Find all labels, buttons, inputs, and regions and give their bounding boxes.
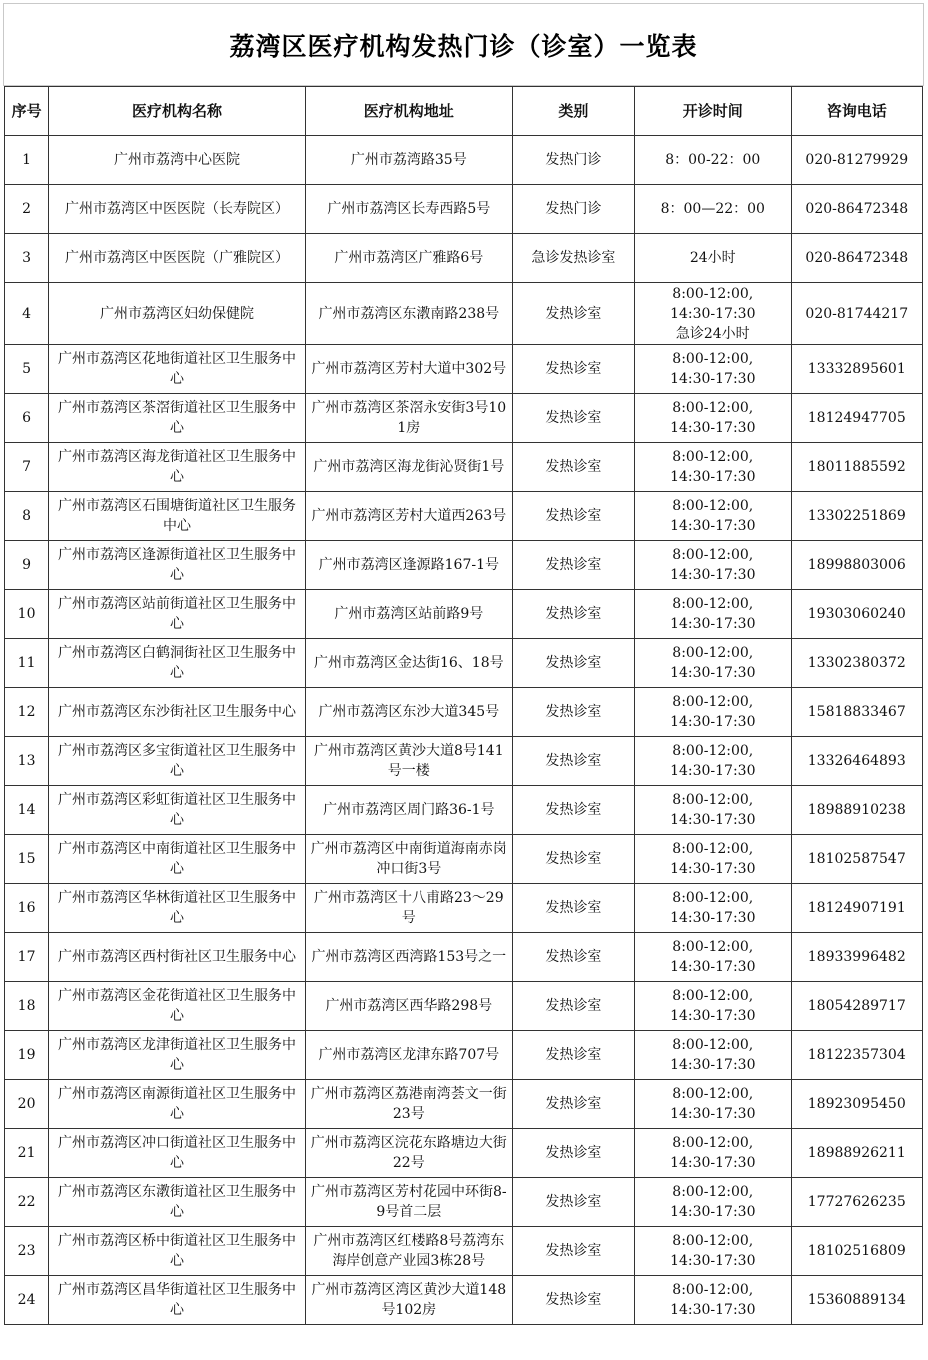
row-no: 3 — [5, 234, 49, 283]
institution-address: 广州市荔湾路35号 — [305, 136, 512, 185]
clinic-type: 发热诊室 — [512, 884, 634, 933]
header-type: 类别 — [512, 87, 634, 136]
phone-number: 18102587547 — [791, 835, 922, 884]
hours-line: 8:00-12:00, — [672, 890, 754, 906]
institution-address: 广州市荔湾区中南街道海南赤岗冲口街3号 — [305, 835, 512, 884]
clinic-type: 发热诊室 — [512, 1276, 634, 1325]
table-row — [5, 1227, 923, 1276]
clinic-type: 发热诊室 — [512, 1031, 634, 1080]
header-no: 序号 — [5, 87, 49, 136]
hours-line: 8：00-22：00 — [665, 152, 761, 168]
institution-address: 广州市荔湾区茶滘永安街3号101房 — [305, 394, 512, 443]
opening-hours — [635, 185, 792, 234]
table-row — [5, 541, 923, 590]
table-row — [5, 1080, 923, 1129]
institution-address: 广州市荔湾区龙津东路707号 — [305, 1031, 512, 1080]
table-row — [5, 283, 923, 345]
header-row — [5, 87, 923, 136]
phone-number: 18054289717 — [791, 982, 922, 1031]
header-hours: 开诊时间 — [635, 87, 792, 136]
row-no: 24 — [5, 1276, 49, 1325]
institution-address: 广州市荔湾区逢源路167-1号 — [305, 541, 512, 590]
institution-name: 广州市荔湾区站前街道社区卫生服务中心 — [49, 590, 306, 639]
institution-address: 广州市荔湾区站前路9号 — [305, 590, 512, 639]
table-row — [5, 394, 923, 443]
opening-hours — [635, 786, 792, 835]
institution-name: 广州市荔湾区龙津街道社区卫生服务中心 — [49, 1031, 306, 1080]
opening-hours — [635, 136, 792, 185]
hours-line: 14:30-17:30 — [670, 910, 756, 926]
header-name: 医疗机构名称 — [49, 87, 306, 136]
phone-number: 18102516809 — [791, 1227, 922, 1276]
row-no: 7 — [5, 443, 49, 492]
clinic-type: 发热诊室 — [512, 1227, 634, 1276]
phone-number: 18124947705 — [791, 394, 922, 443]
institution-address: 广州市荔湾区长寿西路5号 — [305, 185, 512, 234]
clinic-type: 发热诊室 — [512, 283, 634, 345]
phone-number: 13302251869 — [791, 492, 922, 541]
opening-hours — [635, 933, 792, 982]
hours-line: 24小时 — [689, 250, 736, 266]
opening-hours — [635, 590, 792, 639]
opening-hours — [635, 884, 792, 933]
hours-line: 8:00-12:00, — [672, 547, 754, 563]
clinic-type: 发热诊室 — [512, 1129, 634, 1178]
row-no: 4 — [5, 283, 49, 345]
institution-name: 广州市荔湾区中医医院（广雅院区） — [49, 234, 306, 283]
clinic-type: 发热诊室 — [512, 933, 634, 982]
hours-line: 14:30-17:30 — [670, 665, 756, 681]
clinic-type: 急诊发热诊室 — [512, 234, 634, 283]
institution-name: 广州市荔湾中心医院 — [49, 136, 306, 185]
table-row — [5, 982, 923, 1031]
hours-line: 8:00-12:00, — [672, 1086, 754, 1102]
opening-hours — [635, 394, 792, 443]
opening-hours — [635, 443, 792, 492]
institution-address: 广州市荔湾区西湾路153号之一 — [305, 933, 512, 982]
hours-line: 8:00-12:00, — [672, 743, 754, 759]
hours-line: 8:00-12:00, — [672, 694, 754, 710]
hours-line: 8:00-12:00, — [672, 645, 754, 661]
clinic-type: 发热诊室 — [512, 1080, 634, 1129]
hours-line: 14:30-17:30 — [670, 1057, 756, 1073]
phone-number: 19303060240 — [791, 590, 922, 639]
clinic-type: 发热诊室 — [512, 394, 634, 443]
opening-hours — [635, 688, 792, 737]
row-no: 17 — [5, 933, 49, 982]
hours-line: 8:00-12:00, — [672, 1037, 754, 1053]
clinic-type: 发热门诊 — [512, 185, 634, 234]
hours-line: 8:00-12:00, — [672, 939, 754, 955]
institution-name: 广州市荔湾区西村街社区卫生服务中心 — [49, 933, 306, 982]
row-no: 5 — [5, 345, 49, 394]
hours-line: 14:30-17:30 — [670, 763, 756, 779]
row-no: 9 — [5, 541, 49, 590]
opening-hours — [635, 982, 792, 1031]
institution-address: 广州市荔湾区芳村大道西263号 — [305, 492, 512, 541]
opening-hours — [635, 835, 792, 884]
institution-name: 广州市荔湾区白鹤洞街社区卫生服务中心 — [49, 639, 306, 688]
hours-line: 8:00-12:00, — [672, 285, 754, 302]
hours-line: 14:30-17:30 — [670, 1204, 756, 1220]
phone-number: 020-86472348 — [791, 234, 922, 283]
hours-line: 8:00-12:00, — [672, 596, 754, 612]
hours-line: 14:30-17:30 — [670, 1106, 756, 1122]
institution-name: 广州市荔湾区茶滘街道社区卫生服务中心 — [49, 394, 306, 443]
institution-name: 广州市荔湾区彩虹街道社区卫生服务中心 — [49, 786, 306, 835]
institution-address: 广州市荔湾区广雅路6号 — [305, 234, 512, 283]
institution-name: 广州市荔湾区妇幼保健院 — [49, 283, 306, 345]
phone-number: 18933996482 — [791, 933, 922, 982]
table-row — [5, 1178, 923, 1227]
row-no: 18 — [5, 982, 49, 1031]
row-no: 10 — [5, 590, 49, 639]
phone-number: 020-86472348 — [791, 185, 922, 234]
hours-line: 8:00-12:00, — [672, 1135, 754, 1151]
table-row — [5, 492, 923, 541]
hours-line: 14:30-17:30 — [670, 420, 756, 436]
clinic-type: 发热诊室 — [512, 1178, 634, 1227]
row-no: 6 — [5, 394, 49, 443]
hours-line: 8:00-12:00, — [672, 988, 754, 1004]
institution-name: 广州市荔湾区东漖街道社区卫生服务中心 — [49, 1178, 306, 1227]
phone-number: 18122357304 — [791, 1031, 922, 1080]
clinic-type: 发热诊室 — [512, 345, 634, 394]
opening-hours — [635, 1031, 792, 1080]
opening-hours — [635, 1129, 792, 1178]
opening-hours — [635, 492, 792, 541]
opening-hours — [635, 1227, 792, 1276]
phone-number: 13326464893 — [791, 737, 922, 786]
institution-address: 广州市荔湾区浣花东路塘边大街22号 — [305, 1129, 512, 1178]
table-row — [5, 884, 923, 933]
opening-hours — [635, 1276, 792, 1325]
row-no: 23 — [5, 1227, 49, 1276]
phone-number: 17727626235 — [791, 1178, 922, 1227]
phone-number: 13332895601 — [791, 345, 922, 394]
row-no: 8 — [5, 492, 49, 541]
hours-line: 8:00-12:00, — [672, 351, 754, 367]
hours-line: 14:30-17:30 — [670, 518, 756, 534]
hours-line: 14:30-17:30 — [670, 305, 756, 322]
hours-line: 急诊24小时 — [675, 325, 750, 342]
opening-hours — [635, 639, 792, 688]
institution-name: 广州市荔湾区海龙街道社区卫生服务中心 — [49, 443, 306, 492]
table-row — [5, 136, 923, 185]
clinic-type: 发热诊室 — [512, 590, 634, 639]
clinic-type: 发热诊室 — [512, 443, 634, 492]
phone-number: 18988910238 — [791, 786, 922, 835]
row-no: 1 — [5, 136, 49, 185]
opening-hours — [635, 234, 792, 283]
row-no: 20 — [5, 1080, 49, 1129]
opening-hours — [635, 1080, 792, 1129]
clinic-type: 发热诊室 — [512, 786, 634, 835]
institution-address: 广州市荔湾区周门路36-1号 — [305, 786, 512, 835]
clinic-type: 发热诊室 — [512, 982, 634, 1031]
phone-number: 15818833467 — [791, 688, 922, 737]
institution-address: 广州市荔湾区黄沙大道8号141号一楼 — [305, 737, 512, 786]
clinic-type: 发热诊室 — [512, 492, 634, 541]
institution-name: 广州市荔湾区冲口街道社区卫生服务中心 — [49, 1129, 306, 1178]
hours-line: 8:00-12:00, — [672, 1233, 754, 1249]
table-row — [5, 835, 923, 884]
hours-line: 14:30-17:30 — [670, 616, 756, 632]
row-no: 22 — [5, 1178, 49, 1227]
header-phone: 咨询电话 — [791, 87, 922, 136]
hours-line: 8:00-12:00, — [672, 841, 754, 857]
row-no: 16 — [5, 884, 49, 933]
clinic-type: 发热诊室 — [512, 688, 634, 737]
table-row — [5, 590, 923, 639]
institution-name: 广州市荔湾区中医医院（长寿院区） — [49, 185, 306, 234]
phone-number: 18124907191 — [791, 884, 922, 933]
hours-line: 8:00-12:00, — [672, 1282, 754, 1298]
opening-hours — [635, 1178, 792, 1227]
opening-hours — [635, 283, 792, 345]
hours-line: 8:00-12:00, — [672, 400, 754, 416]
institution-name: 广州市荔湾区华林街道社区卫生服务中心 — [49, 884, 306, 933]
table-row — [5, 185, 923, 234]
row-no: 15 — [5, 835, 49, 884]
hours-line: 14:30-17:30 — [670, 812, 756, 828]
hours-line: 8：00—22：00 — [660, 201, 765, 217]
page-title: 荔湾区医疗机构发热门诊（诊室）一览表 — [229, 31, 698, 61]
institution-address: 广州市荔湾区海龙街沁贤街1号 — [305, 443, 512, 492]
institution-address: 广州市荔湾区西华路298号 — [305, 982, 512, 1031]
row-no: 2 — [5, 185, 49, 234]
institution-name: 广州市荔湾区花地街道社区卫生服务中心 — [49, 345, 306, 394]
row-no: 14 — [5, 786, 49, 835]
institution-name: 广州市荔湾区昌华街道社区卫生服务中心 — [49, 1276, 306, 1325]
institution-address: 广州市荔湾区芳村大道中302号 — [305, 345, 512, 394]
institution-name: 广州市荔湾区桥中街道社区卫生服务中心 — [49, 1227, 306, 1276]
phone-number: 18923095450 — [791, 1080, 922, 1129]
hours-line: 8:00-12:00, — [672, 498, 754, 514]
opening-hours — [635, 541, 792, 590]
institution-name: 广州市荔湾区东沙街社区卫生服务中心 — [49, 688, 306, 737]
clinic-type: 发热诊室 — [512, 835, 634, 884]
row-no: 21 — [5, 1129, 49, 1178]
institution-address: 广州市荔湾区东漖南路238号 — [305, 283, 512, 345]
hours-line: 14:30-17:30 — [670, 1155, 756, 1171]
institution-address: 广州市荔湾区芳村花园中环街8-9号首二层 — [305, 1178, 512, 1227]
hours-line: 14:30-17:30 — [670, 1302, 756, 1318]
clinic-type: 发热诊室 — [512, 541, 634, 590]
table-row — [5, 234, 923, 283]
phone-number: 18988926211 — [791, 1129, 922, 1178]
phone-number: 13302380372 — [791, 639, 922, 688]
phone-number: 020-81279929 — [791, 136, 922, 185]
institution-name: 广州市荔湾区金花街道社区卫生服务中心 — [49, 982, 306, 1031]
hours-line: 14:30-17:30 — [670, 1253, 756, 1269]
hours-line: 8:00-12:00, — [672, 449, 754, 465]
table-row — [5, 1129, 923, 1178]
table-row — [5, 786, 923, 835]
table-row — [5, 1031, 923, 1080]
hours-line: 14:30-17:30 — [670, 371, 756, 387]
institution-address: 广州市荔湾区东沙大道345号 — [305, 688, 512, 737]
institution-name: 广州市荔湾区南源街道社区卫生服务中心 — [49, 1080, 306, 1129]
institution-address: 广州市荔湾区十八甫路23～29号 — [305, 884, 512, 933]
title-box — [3, 3, 924, 86]
table-row — [5, 639, 923, 688]
hours-line: 14:30-17:30 — [670, 959, 756, 975]
table-row — [5, 345, 923, 394]
institution-name: 广州市荔湾区中南街道社区卫生服务中心 — [49, 835, 306, 884]
row-no: 12 — [5, 688, 49, 737]
hours-line: 8:00-12:00, — [672, 1184, 754, 1200]
hours-line: 14:30-17:30 — [670, 1008, 756, 1024]
institution-name: 广州市荔湾区多宝街道社区卫生服务中心 — [49, 737, 306, 786]
clinic-table — [4, 86, 923, 1325]
hours-line: 8:00-12:00, — [672, 792, 754, 808]
row-no: 13 — [5, 737, 49, 786]
table-row — [5, 1276, 923, 1325]
hours-line: 14:30-17:30 — [670, 714, 756, 730]
table-row — [5, 443, 923, 492]
hours-line: 14:30-17:30 — [670, 469, 756, 485]
hours-line: 14:30-17:30 — [670, 567, 756, 583]
clinic-type: 发热诊室 — [512, 639, 634, 688]
opening-hours — [635, 737, 792, 786]
institution-address: 广州市荔湾区湾区黄沙大道148号102房 — [305, 1276, 512, 1325]
hours-line: 14:30-17:30 — [670, 861, 756, 877]
header-address: 医疗机构地址 — [305, 87, 512, 136]
opening-hours — [635, 345, 792, 394]
row-no: 11 — [5, 639, 49, 688]
phone-number: 18998803006 — [791, 541, 922, 590]
phone-number: 15360889134 — [791, 1276, 922, 1325]
institution-address: 广州市荔湾区金达街16、18号 — [305, 639, 512, 688]
phone-number: 020-81744217 — [791, 283, 922, 345]
institution-address: 广州市荔湾区红楼路8号荔湾东海岸创意产业园3栋28号 — [305, 1227, 512, 1276]
institution-address: 广州市荔湾区荔港南湾荟文一街23号 — [305, 1080, 512, 1129]
table-row — [5, 737, 923, 786]
phone-number: 18011885592 — [791, 443, 922, 492]
row-no: 19 — [5, 1031, 49, 1080]
table-row — [5, 933, 923, 982]
institution-name: 广州市荔湾区石围塘街道社区卫生服务中心 — [49, 492, 306, 541]
clinic-type: 发热诊室 — [512, 737, 634, 786]
clinic-type: 发热门诊 — [512, 136, 634, 185]
institution-name: 广州市荔湾区逢源街道社区卫生服务中心 — [49, 541, 306, 590]
table-row — [5, 688, 923, 737]
